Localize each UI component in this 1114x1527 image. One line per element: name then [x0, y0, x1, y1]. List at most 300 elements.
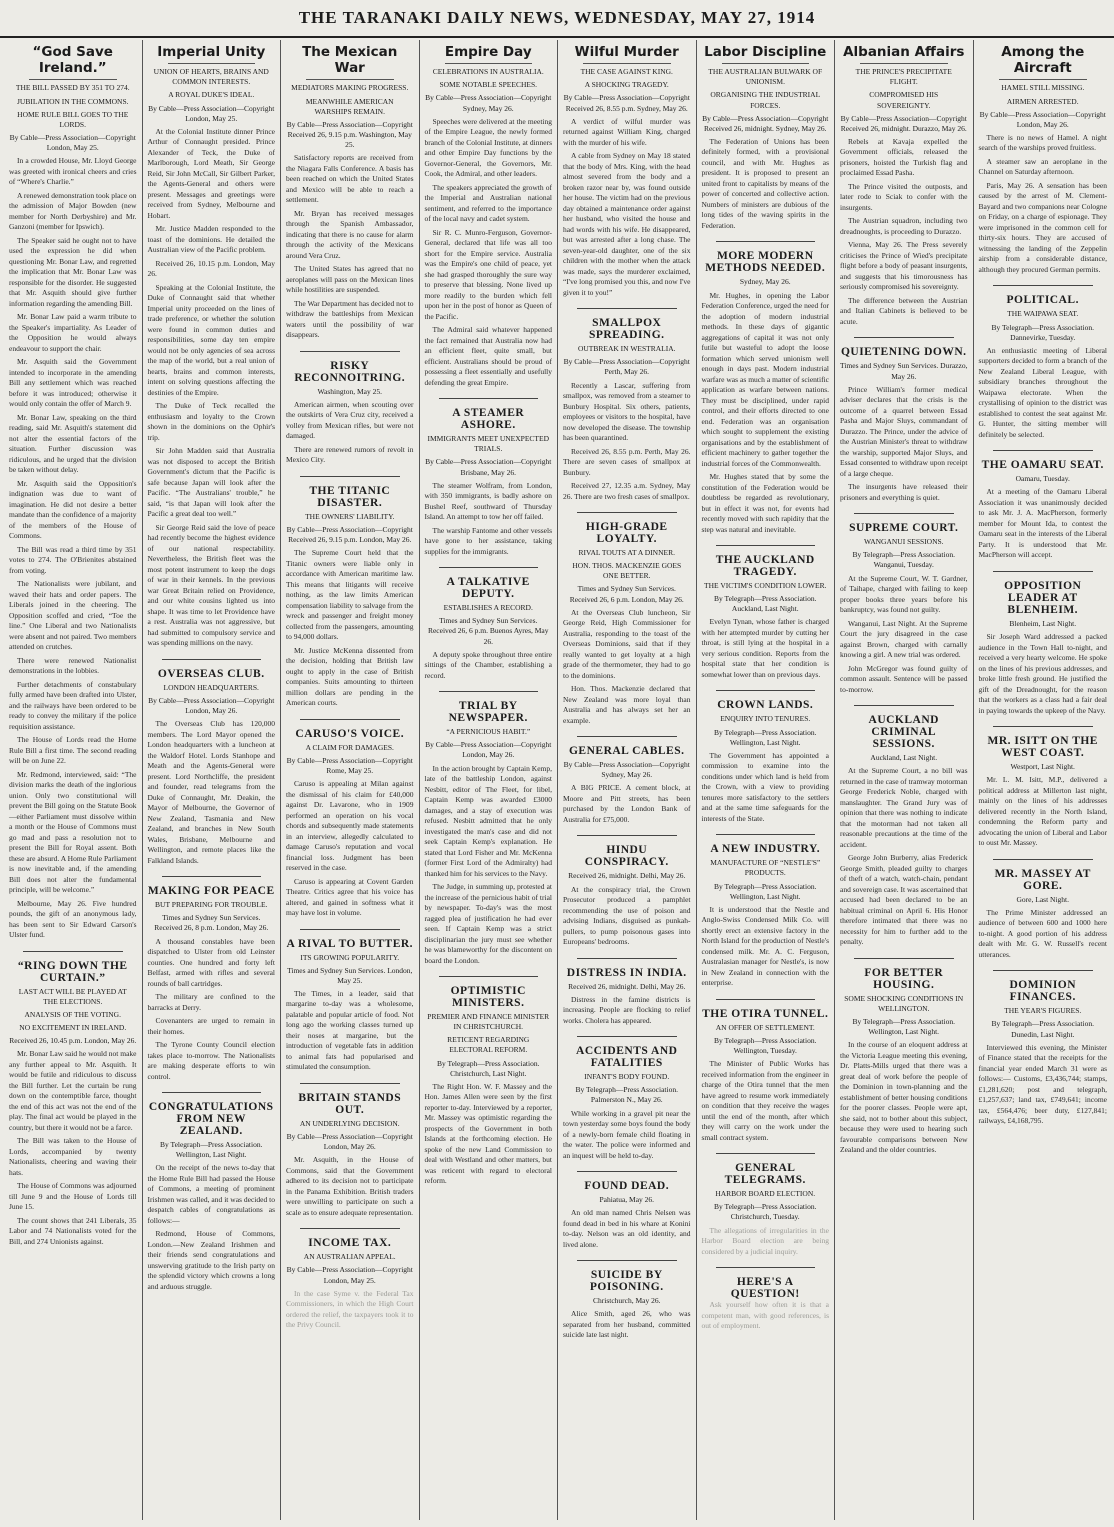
article-paragraph: The House of Commons was adjourned till June 9 and the House of Lords till June 15. — [9, 1181, 137, 1212]
article-paragraph: While working in a gravel pit near the town yesterday some boys found the body of a newly-born female child floating in the water. The police were informed and an inquest will be held to-day. — [563, 1108, 691, 1160]
article-dateline: By Telegraph—Press Association. Auckland, Last Night. — [714, 594, 817, 614]
article-paragraph: The Supreme Court held that the Titanic owners were liable only in accordance with American maritime law. This means that litigants will receive nothing, as the law limits American compensation liability to salvage from the wreck and passenger and freight money collected from the passengers, amounting to 94,000 dollars. — [286, 548, 414, 642]
article-dateline: By Telegraph—Press Association. Wellington, Last Night. — [714, 881, 817, 901]
article-dateline: By Cable—Press Association—Copyright Received 26, 9.15 p.m. London, May 26. — [286, 524, 413, 544]
article-headline: DISTRESS IN INDIA. — [566, 966, 687, 979]
article-dateline: Times and Sydney Sun Services. Received 26, 6 p.m. Buenos Ayres, May 26. — [427, 616, 549, 646]
article-headline: BRITAIN STANDS OUT. — [298, 1091, 402, 1116]
article-paragraph: There were renewed Nationalist demonstrations in the lobbies. — [9, 655, 137, 676]
page-columns — [4, 40, 1112, 1520]
column-3 — [281, 40, 420, 1520]
article-paragraph: The United States has agreed that no aeroplanes will pass on the Mexican lines while hostilities are suspended. — [286, 264, 414, 295]
article — [702, 690, 830, 824]
article-paragraph: Received 26, 10.15 p.m. London, May 26. — [147, 258, 275, 279]
article-paragraph: Mr. Asquith said the Government intended to incorporate in the amending Bill any settlement which was reached before it was introduced; otherwise it would only contain the offer of March 9. — [9, 357, 137, 409]
article-paragraph: The Bill was read a third time by 351 votes to 274. The O'Brienites abstained from voting. — [9, 544, 137, 575]
article-paragraph: Mr. Asquith said the Opposition's indignation was due to want of imagination. He did not desire a better mandate than the confidence of a majority of the members of the House of Commons. — [9, 478, 137, 541]
article-divider — [300, 351, 400, 352]
article-dateline: Times and Sydney Sun Services. Received 26, 6 p.m. London, May 26. — [569, 584, 684, 604]
article — [425, 691, 553, 966]
article-headline: GENERAL CABLES. — [568, 745, 685, 758]
article — [286, 40, 414, 341]
article-deck: A SHOCKING TRAGEDY. — [584, 80, 669, 90]
article-divider — [993, 970, 1094, 971]
article-deck: AN OFFER OF SETTLEMENT. — [715, 1022, 815, 1032]
article — [979, 571, 1108, 716]
article-paragraph: A BIG PRICE. A cement block, at Moore and Pitt streets, has been purchased by the London Bank of Australia for £75,000. — [563, 783, 691, 824]
article — [702, 1267, 830, 1332]
article-dateline: By Telegraph—Press Association. Dannevirke, Tuesday. — [991, 322, 1094, 342]
column-8 — [974, 40, 1113, 1520]
article-dateline: By Cable—Press Association—Copyright Sydney, May 26. — [425, 93, 552, 113]
article — [840, 40, 968, 327]
article — [425, 976, 553, 1187]
article — [563, 40, 691, 298]
article-paragraph: Speaking at the Colonial Institute, the Duke of Connaught said that whether Imperial unity proceeded on the lines of trade preference, or whether the solution were found in common duties and responsibilities, some day ten empire would not be only agencies of sea across the map of the world, but a real union of hearts, brains and common interests, intent on solving questions affecting the destinies of the Empire. — [147, 282, 275, 397]
article-paragraph: There is no news of Hamel. A night search of the warships proved fruitless. — [978, 132, 1107, 153]
article-deck: COMPROMISED HIS SOVEREIGNTY. — [869, 90, 939, 110]
article — [563, 958, 691, 1027]
article-dateline: Westport, Last Night. — [1010, 762, 1075, 771]
headline-rule — [860, 63, 948, 64]
article-dateline: Oamaru, Tuesday. — [1015, 474, 1070, 484]
article-deck: WANGANUI SESSIONS. — [863, 537, 944, 547]
headline-rule — [29, 79, 117, 80]
article-divider — [854, 513, 954, 514]
article-dateline: Sydney, May 26. — [739, 277, 791, 287]
article-headline: Labor Discipline — [704, 44, 827, 60]
article-deck: THE PRINCE'S PRECIPITATE FLIGHT. — [855, 67, 952, 87]
article-dateline: By Cable—Press Association—Copyright London, May 26. — [286, 1132, 413, 1152]
article-divider — [993, 726, 1094, 727]
article-paragraph: Satisfactory reports are received from the Niagara Falls Conference. A basis has been reached on which the United States and Mexico will be able to reach a settlement. — [286, 153, 414, 205]
article-dateline: Received 26, midnight. Delhi, May 26. — [568, 981, 686, 991]
article-dateline: By Cable—Press Association—Copyright Sydney, May 26. — [563, 760, 690, 780]
article-deck: THE OWNERS' LIABILITY. — [305, 511, 395, 521]
article-deck: PREMIER AND FINANCE MINISTER IN CHRISTCHURCH. — [427, 1012, 550, 1032]
article-paragraph: The Judge, in summing up, protested at the increase of the pernicious habit of trial by newspaper. To-day's was the most ragged plea of justification he had ever seen. If Captain Kemp was a strict disciplinarian the jury must see whether he was blameworthy for the discontent on board the London. — [424, 882, 552, 965]
article-divider — [300, 476, 400, 477]
article-divider — [993, 859, 1094, 860]
article-deck: A ROYAL DUKE'S IDEAL. — [168, 90, 255, 100]
article — [563, 1036, 691, 1161]
article-paragraph: The steamer Wolfram, from London, with 350 immigrants, is badly ashore on Bushel Reef, southward of Thursday Island. An attempt to tow her off failed. — [424, 480, 552, 522]
article — [425, 567, 553, 681]
article-paragraph: Sir R. C. Munro-Ferguson, Governor-General, declared that life was all too short for the Empire service. Australia was the Empire's one child of peace, yet she had grasped thoroughly the sure way to preserve that blessing. None lived up more readily to the burden which fell upon her in the post of honor as Queen of the Pacific. — [424, 227, 552, 321]
article-dateline: By Cable—Press Association—Copyright Received 26, midnight. Sydney, May 26. — [702, 113, 829, 133]
article — [702, 1153, 830, 1257]
article-headline: MR. MASSEY AT GORE. — [994, 867, 1091, 892]
article — [9, 40, 137, 941]
article-dateline: By Cable—Press Association—Copyright Received 26, 8.55 p.m. Sydney, May 26. — [563, 93, 690, 113]
article-divider — [854, 705, 954, 706]
article-deck: RIVAL TOUTS AT A DINNER. — [578, 548, 675, 558]
article-paragraph: The Minister of Public Works has received information from the engineer in charge of the Otira tunnel that the men have agreed to resume work immediately on condition that they receive the wages until the end of the month, after which they will carry on the work under the small contract system. — [701, 1059, 829, 1142]
article-paragraph: Sir John Madden said that Australia was not disposed to accept the British Government's dictum that the Pacific is safe because Japan will look after the Pacific. “The Australians' trouble,” he said, “is that Japan will look after the Pacific a great deal too well.” — [147, 446, 275, 519]
article-paragraph: Mr. Bonar Law said he would not make any further appeal to Mr. Asquith. It would be futile and ridiculous to discuss the Bill further. Let the curtain be rung down on the contemptible farce, thought the end of this act was not the end of the play. The final act would be played in the country, but there it would not be a farce. — [9, 1049, 137, 1132]
article-deck: HON. THOS. MACKENZIE GOES ONE BETTER. — [572, 561, 682, 581]
article-deck: ANALYSIS OF THE VOTING. — [24, 1009, 121, 1019]
article — [286, 1228, 414, 1330]
article-dateline: By Telegraph—Press Association. Wanganui, Tuesday. — [852, 550, 955, 570]
article-paragraph: Wanganui, Last Night. At the Supreme Court the jury disagreed in the case against Brown, charged with carnally knowing a girl. A new trial was ordered. — [840, 618, 968, 660]
article-divider — [577, 1260, 677, 1261]
headline-rule — [445, 63, 533, 64]
article-divider — [716, 1267, 816, 1268]
article-deck: “A PERNICIOUS HABIT.” — [446, 727, 531, 737]
article-deck: OUTBREAK IN WESTRALIA. — [577, 344, 676, 354]
article-paragraph: Mr. Hughes stated that by some the constitution of the Federation would be doubtless be regarded as revolutionary, but in effect it was not, for events had recently moved with such rapidity that the step was natural and inevitable. — [701, 472, 829, 534]
article-paragraph: The insurgents have released their prisoners and everything is quiet. — [840, 482, 968, 502]
article-dateline: By Telegraph—Press Association. Dunedin, Last Night. — [991, 1019, 1094, 1039]
article-deck: LONDON HEADQUARTERS. — [163, 682, 259, 692]
article-headline: SMALLPOX SPREADING. — [588, 317, 665, 342]
article-dateline: Pahiatua, May 26. — [599, 1195, 655, 1205]
article-divider — [23, 951, 123, 952]
article-deck: RETICENT REGARDING ELECTORAL REFORM. — [447, 1035, 530, 1055]
article-paragraph: Hon. Thos. Mackenzie declared that New Zealand was more loyal than Australia and has always set her an example. — [563, 684, 691, 725]
headline-rule — [306, 79, 394, 80]
article — [286, 719, 414, 919]
article-paragraph: In the action brought by Captain Kemp, late of the battleship London, against Nesbitt, editor of The Fleet, for libel, Captain Kemp was awarded £3000 damages, and a stay of execution was refused. Nesbitt admitted that he only investigated the man's case and did not seek Captain Kemp's explanation. He stated that Lord Fisher and Mr. McKenna (former First Lord of the Admiralty) had thanked him for his services to the Navy. — [424, 763, 552, 878]
article-divider — [577, 1171, 677, 1172]
article-headline: THE OTIRA TUNNEL. — [702, 1007, 829, 1020]
article-headline: A TALKATIVE DEPUTY. — [446, 576, 530, 601]
article-paragraph: The Right Hon. W. F. Massey and the Hon. James Allen were seen by the first reporter to-day. Interviewed by a reporter, Mr. Massey was optimistic regarding the prospects of the Government in both Islands at the forthcoming election. He spoke of the new Land Commission to deal with Westland and other matters, but was reticent with regard to electoral reform. — [424, 1081, 552, 1186]
article-divider — [716, 545, 816, 546]
article-paragraph: Mr. Bonar Law paid a warm tribute to the Speaker's impartiality. As Leader of the Opposition he would always endeavour to support the chair. — [9, 312, 137, 353]
article-paragraph: Caruso is appealing at Milan against the dismissal of his claim for £40,000 against Dr. Lavarone, who in 1909 performed an operation on his vocal chords and subsequently made statements in an interview, allegedly calculated to damage Caruso's reputation and vocal financial loss. Judgment has been reserved in the case. — [286, 779, 414, 872]
article-headline: Among the Aircraft — [1001, 44, 1085, 77]
article-dateline: Received 26, midnight. Delhi, May 26. — [568, 871, 686, 881]
article-dateline: Gore, Last Night. — [1016, 894, 1069, 904]
article-dateline: By Cable—Press Association—Copyright Rome, May 25. — [286, 755, 413, 775]
article-headline: HINDU CONSPIRACY. — [584, 844, 669, 869]
article — [286, 476, 414, 709]
article-paragraph: The Prince visited the outposts, and later rode to Sciak to confer with the insurgents. — [840, 181, 968, 212]
article-headline: Wilful Murder — [574, 44, 679, 60]
article-paragraph: At the Supreme Court, a no bill was returned in the case of tramway motorman George Frederick Noble, charged with manslaughter. The Grand Jury was of opinion that there was nothing to indicate that the motorman had not taken all reasonable precautions at the time of the accident. — [840, 766, 968, 849]
article-deck: IMMIGRANTS MEET UNEXPECTED TRIALS. — [427, 434, 550, 454]
article-paragraph: Mr. L. M. Isitt, M.P., delivered a political address at Millerton last night, mainly on the lines of his addresses delivered recently in the North Island, condemning the Reform party and advocating the union of Liberal and Labor to oust Mr. Massey. — [978, 775, 1107, 848]
article-paragraph: On the receipt of the news to-day that the Home Rule Bill had passed the House of Commons, a meeting of prominent Irishmen was called, and it was decided to despatch cables of congratulations as follows:— — [147, 1163, 275, 1225]
article-paragraph: The warship Fantome and other vessels have gone to her assistance, taking supplies for the immigrants. — [424, 525, 552, 556]
article-divider — [300, 719, 400, 720]
article-dateline: By Cable—Press Association—Copyright Received 26, 9.15 p.m. Washington, May 25. — [286, 119, 413, 149]
article-deck: ESTABLISHES A RECORD. — [443, 603, 533, 613]
article-deck: MEDIATORS MAKING PROGRESS. — [291, 83, 409, 93]
article-divider — [577, 736, 677, 737]
article-dateline: Auckland, Last Night. — [870, 753, 938, 763]
headline-rule — [999, 79, 1088, 80]
article-divider — [993, 285, 1094, 286]
article-headline: THE TITANIC DISASTER. — [309, 484, 391, 509]
article — [148, 40, 276, 649]
article-paragraph: Mr. Justice Madden responded to the toast of the dominions. He detailed the Australian view of the Pacific problem. — [147, 224, 275, 255]
article-paragraph: Alice Smith, aged 26, who was separated from her husband, committed suicide late last night. — [563, 1309, 691, 1340]
article — [702, 241, 830, 535]
article-deck: AIRMEN ARRESTED. — [1006, 96, 1079, 106]
article-dateline: Times and Sydney Sun Services. Received 26, 8 p.m. London, May 26. — [154, 913, 269, 933]
article-paragraph: Rebels at Kavaja expelled the Government officials, released the prisoners, hoisted the Turkish flag and proclaimed Essad Pasha. — [840, 136, 968, 178]
article-paragraph: The Government has appointed a commission to examine into the conditions under which land is held from the Crown, with a view to providing tenures more satisfactory to the settlers and at the same time safeguards for the interests of the State. — [701, 750, 829, 823]
article — [9, 951, 137, 1248]
article-dateline: Times and Sydney Sun Services. London, May 25. — [287, 965, 413, 985]
article-paragraph: The speakers appreciated the growth of the Imperial and Australian national sentiment, and referred to the importance of the local navy and cadet system. — [424, 182, 552, 224]
article-paragraph: The Austrian squadron, including two dreadnoughts, is proceeding to Durazzo. — [840, 216, 968, 236]
article-paragraph: The War Department has decided not to withdraw the battleships from Mexican waters until the possibility of war disappears. — [286, 298, 414, 340]
article-deck: HOME RULE BILL GOES TO THE LORDS. — [17, 109, 129, 129]
article — [702, 545, 830, 680]
article-paragraph: Mr. Asquith, in the House of Commons, said that the Government adhered to its decision not to participate in the Panama Exhibition. British traders were unwilling to participate on such a scale as to ensure adequate representation. — [286, 1155, 414, 1217]
article-paragraph: The Prime Minister addressed an audience of between 600 and 1000 here to-night. A good portion of his address dealt with Mr. G. W. Russell's recent utterances. — [978, 907, 1107, 959]
article — [702, 834, 830, 989]
article-divider — [439, 398, 539, 399]
article-headline: MR. ISITT ON THE WEST COAST. — [987, 735, 1098, 759]
article-paragraph: The Federation of Unions has been definitely formed, with a provisional council, and with Mr. Hughes as president. It is proposed to present an united front to capitalists by means of the power of concerted and collective action. Numbers of ministers are dubious of the long tides of the waving spirits in the Federation. — [701, 136, 829, 230]
article-paragraph: The Bill was taken to the House of Lords, accompanied by twenty Nationalists, cheering and waving their hats. — [9, 1136, 137, 1177]
article-paragraph: The Times, in a leader, said that margarine to-day was a wholesome, palatable and popular article of food. Not long ago the working classes turned up their noses at margarine, but the introduction of vegetable fats in addition to animal fats had popularised and stimulated the consumption. — [286, 988, 414, 1072]
article-divider — [162, 876, 262, 877]
article-paragraph: George John Burberry, alias Frederick George Smith, pleaded guilty to charges of theft of a watch, watch-chain, pendant and sovereign case. It was ascertained that accused had been declared to be an habitual criminal on April 6. His Honor therefore intimated that there was no necessity for him to further add to the penalty. — [840, 853, 968, 947]
article-paragraph: Recently a Lascar, suffering from smallpox, was removed from a steamer to Bunbury Hospital. Six others, patients, employees or visitors to the hospital, have now developed the disease. The township has been quarantined. — [563, 380, 691, 443]
article — [148, 659, 276, 866]
article-headline: HIGH-GRADE LOYALTY. — [585, 521, 668, 546]
headline-rule — [583, 63, 671, 64]
article-paragraph: Mr. Bonar Law, speaking on the third reading, said Mr. Asquith's statement did not alter the essential factors of the situation. Further discussion was ridiculous, and he urged that the division be taken without delay. — [9, 412, 137, 475]
article-deck: BUT PREPARING FOR TROUBLE. — [155, 900, 268, 910]
article-dateline: Blenheim, Last Night. — [1009, 618, 1077, 628]
article-dateline: By Telegraph—Press Association. Wellington, Tuesday. — [714, 1035, 817, 1056]
article-divider — [577, 958, 677, 959]
article — [286, 351, 414, 466]
article-deck: AN UNDERLYING DECISION. — [299, 1118, 400, 1128]
column-2 — [143, 40, 282, 1520]
article-dateline: By Cable—Press Association—Copyright Brisbane, May 26. — [425, 457, 552, 477]
article — [286, 1083, 414, 1218]
article-paragraph: Received 27, 12.35 a.m. Sydney, May 26. There are two fresh cases of smallpox. — [563, 481, 691, 501]
article-dateline: Washington, May 25. — [317, 386, 382, 396]
article-divider — [854, 337, 954, 338]
article-paragraph: A thousand constables have been dispatched to Ulster from old Leinster counties. One hundred and forty left Belfast, armed with rifles and several rounds of ball cartridges. — [147, 936, 275, 988]
article — [563, 1171, 691, 1250]
article-deck: THE WAIPAWA SEAT. — [1007, 309, 1079, 319]
article-divider — [300, 1083, 400, 1084]
article-divider — [993, 450, 1094, 451]
article-paragraph: Distress in the famine districts is increasing. People are flocking to relief works. Cholera has appeared. — [563, 994, 691, 1025]
column-7 — [835, 40, 974, 1520]
article-paragraph: Sir Joseph Ward addressed a packed audience in the Town Hall to-night, and received a very hearty welcome. He spoke on the lines of his previous addresses, and broke little fresh ground. He justified the gift of the Dreadnought, for the reason that the workers as a class had a fair deal in paying towards the upkeep of the Navy. — [978, 632, 1107, 715]
article-headline: CARUSO'S VOICE. — [295, 727, 405, 740]
article-paragraph: The military are confined to the barracks at Derry. — [147, 992, 275, 1012]
article-dateline: By Cable—Press Association—Copyright London, May 25. — [9, 132, 136, 152]
article-paragraph: Covenanters are urged to remain in their homes. — [147, 1016, 275, 1036]
newspaper-title: THE TARANAKI DAILY NEWS, WEDNESDAY, MAY 27, 1914 — [298, 8, 816, 27]
article-headline: OPTIMISTIC MINISTERS. — [450, 985, 526, 1010]
article-paragraph: Speeches were delivered at the meeting of the Empire League, the newly formed branch of the Colonial Institute, at dinners and other Empire Day functions by the Governor-General, the Governors, Mr. Cook, the Admiral, and other leaders. — [424, 116, 552, 179]
article-headline: MAKING FOR PEACE — [147, 885, 275, 898]
article-paragraph: Sir George Reid said the love of peace had recently become the highest evidence of our national respectability. Nevertheless, the British fleet was the most potent instrument to keep the dogs of war in their kennels. In the previous war Great Britain relied on Providence, and our white cousins lighted us into shape. It was time to let Providence have a rest. Australia was not aggressive, but had submitted to compulsory service and was spending millions on the navy. — [147, 522, 275, 648]
article-dateline: By Telegraph—Press Association. Palmerston N., May 26. — [575, 1085, 678, 1105]
article — [563, 835, 691, 947]
article-paragraph: The difference between the Austrian and Italian Cabinets is believed to be acute. — [840, 295, 968, 326]
article-headline: DOMINION FINANCES. — [1009, 979, 1077, 1004]
article-deck: JUBILATION IN THE COMMONS. — [16, 96, 129, 106]
article-deck: THE VICTIM'S CONDITION LOWER. — [704, 581, 827, 591]
article-divider — [439, 976, 539, 977]
article-paragraph: The Duke of Teck recalled the enthusiasm and loyalty to the Crown shown in the dominions on the Ophir's trip. — [147, 401, 275, 442]
article-dateline: By Cable—Press Association—Copyright London, May 26. — [148, 695, 275, 716]
headline-rule — [722, 63, 810, 64]
article-paragraph: Mr. Justice McKenna dissented from the decision, holding that British law ought to apply in the case of British companies. Suits amounting to thirteen million dollars are pending in the American courts. — [286, 645, 414, 708]
article-deck: UNION OF HEARTS, BRAINS AND COMMON INTERESTS. — [153, 67, 269, 87]
article-paragraph: Paris, May 26. A sensation has been caused by the arrest of M. Clement-Bayard and two companions near Cologne on Friday, on a charge of espionage. They were imprisoned in the common cell for thirty-six hours. They are accused of witnessing the landing of the Zeppelin airship from a considerable distance, although they procured German permits. — [978, 180, 1107, 274]
article-paragraph: The Tyrone County Council election takes place to-morrow. The Nationalists are making desperate efforts to win control. — [147, 1040, 275, 1081]
article — [979, 726, 1108, 849]
article-dateline: Christchurch, May 26. — [593, 1296, 661, 1306]
article-divider — [162, 1092, 262, 1093]
article-divider — [716, 690, 816, 691]
column-1 — [4, 40, 143, 1520]
article-deck: HARBOR BOARD ELECTION. — [715, 1189, 816, 1199]
article — [563, 308, 691, 502]
article-headline: ACCIDENTS AND FATALITIES — [576, 1045, 678, 1070]
article — [563, 736, 691, 825]
article-dateline: By Telegraph—Press Association. Wellington, Last Night. — [714, 727, 817, 747]
article-dateline: By Cable—Press Association—Copyright London, May 25. — [148, 103, 275, 123]
article-divider — [439, 691, 539, 692]
article-divider — [854, 958, 954, 959]
article-paragraph: American airmen, when scouting over the outskirts of Vera Cruz city, received a volley from Mexican rifles, but were not damaged. — [286, 399, 414, 441]
article-paragraph: It is understood that the Nestle and Anglo-Swiss Condensed Milk Co. will shortly erect an extensive factory in the North Island for the production of Nestle's condensed milk. Mr. A. C. Ferguson, Australasian manager for Nestle's, is now in New Zealand in connection with the enterprise. — [701, 904, 829, 988]
article-deck: MANUFACTURE OF “NESTLE'S” PRODUCTS. — [710, 858, 821, 878]
column-5 — [558, 40, 697, 1520]
article — [979, 970, 1108, 1126]
article-deck: AN AUSTRALIAN APPEAL. — [303, 1252, 396, 1262]
article-headline: SUPREME COURT. — [849, 522, 959, 535]
article-paragraph: Prince William's former medical adviser declares that the crisis is the outcome of a quarrel between Essad Pasha and Major Sluys, commandant of Durazzo. The Prince, under the advice of the Austrian Minister's threat to withdraw the warship, supported Major Sluys, and Essad consented to withdraw upon receipt of a large cheque. — [840, 384, 968, 478]
article-deck: INFANT'S BODY FOUND. — [584, 1072, 670, 1082]
article-deck: THE BILL PASSED BY 351 TO 274. — [15, 83, 130, 93]
article-paragraph: In a crowded House, Mr. Lloyd George was greeted with ironical cheers and cries of “Where's Charlie.” — [9, 156, 137, 187]
article — [563, 512, 691, 726]
article-paragraph: Evelyn Tynan, whose father is charged with her attempted murder by cutting her throat, is still lying at the hospital in a very serious condition. Reports from the hospital state that her condition is somewhat lower than on previous days. — [701, 617, 829, 679]
article-headline: Empire Day — [444, 44, 532, 60]
article — [840, 513, 968, 695]
article-deck: CELEBRATIONS IN AUSTRALIA. — [432, 67, 544, 77]
article-divider — [716, 1153, 816, 1154]
article-paragraph: A deputy spoke throughout three entire sittings of the Chamber, establishing a record. — [424, 649, 552, 680]
article-divider — [577, 1036, 677, 1037]
article-paragraph: A cable from Sydney on May 18 stated that the body of Mrs. King, with the head almost severed from the body and a broken razor near by, was found outside her house. The victim had on the previous day obtained a maintenance order against her husband, who visited the house and had words with his wife. He disappeared, but was arrested after a long chase. The seven-year-old daughter, one of the six children with the mother when the attack was made, says the murderer exclaimed, “I've long promised you this, and now I've given it to you!” — [563, 151, 691, 297]
article-deck: LAST ACT WILL BE PLAYED AT THE ELECTIONS. — [18, 986, 127, 1006]
article-paragraph: John McGregor was found guilty of common assault. Sentence will be passed to-morrow. — [840, 663, 968, 694]
article-dateline: By Telegraph—Press Association. Christchurch, Last Night. — [437, 1058, 540, 1078]
article-headline: THE OAMARU SEAT. — [981, 459, 1104, 472]
article-paragraph: Vienna, May 26. The Press severely criticises the Prince of Wied's precipitate flight before a body of peasant insurgents, and suggests that his timorousness has seriously compromised his sovereignty. — [840, 240, 968, 292]
article-headline: CONGRATULATIONS FROM NEW ZEALAND. — [148, 1101, 274, 1138]
article-dateline: Times and Sydney Sun Services. Durazzo, May 26. — [840, 361, 968, 381]
article-headline: MORE MODERN METHODS NEEDED. — [705, 250, 826, 275]
article-headline: GENERAL TELEGRAMS. — [724, 1162, 806, 1187]
article-paragraph: At the conspiracy trial, the Crown Prosecutor produced a pamphlet recommending the use of poison and advising Indians, disguised as punkah-pullers, to pump poisonous gases into Europeans' bedrooms. — [563, 884, 691, 947]
article-headline: “God Save Ireland.” — [32, 44, 113, 77]
article-dateline: By Cable—Press Association—Copyright London, May 26. — [425, 740, 552, 760]
article-paragraph: In the course of an eloquent address at the Victoria League meeting this evening, Dr. Platts-Mills urged that there was a great deal of work before the people of the Dominion in town-planning and the establishment of better housing conditions for the poorer classes. People were apt, she said, not to bother about this subject, because they were used to hearing such favourable comparisons between New Zealand and the older countries. — [840, 1040, 968, 1155]
article-paragraph: Melbourne, May 26. Five hundred pounds, the gift of an anonymous lady, has been sent to Sir Edward Carson's Ulster fund. — [9, 898, 137, 940]
headline-rule — [168, 63, 256, 64]
article-dateline: By Telegraph—Press Association. Christchurch, Tuesday. — [714, 1202, 817, 1222]
article-headline: AUCKLAND CRIMINAL SESSIONS. — [868, 714, 939, 751]
article-paragraph: A steamer saw an aeroplane in the Channel on Saturday afternoon. — [978, 156, 1107, 177]
column-6 — [697, 40, 836, 1520]
article-paragraph: At the Supreme Court, W. T. Gardner, of Taihape, charged with failing to keep proper books three years before his bankruptcy, was found not guilty. — [840, 573, 968, 615]
article-dateline: By Cable—Press Association—Copyright London, May 26. — [979, 109, 1106, 129]
article-deck: MEANWHILE AMERICAN WARSHIPS REMAIN. — [305, 96, 394, 116]
article-paragraph: The Speaker said he ought not to have used the expression he did when questioning Mr. Bonar Law, and regretted the implication that Mr. Bonar Law was responsible for the disorder. He suggested that Mr. Asquith should give further information regarding the amending Bill. — [9, 235, 137, 308]
article-paragraph: Redmond, House of Commons, London.—New Zealand Irishmen and their friends send congratulations and unswerving gratitude to the Irish party on the splendid victory which crowns a long and arduous struggle. — [147, 1229, 275, 1291]
article-headline: FOUND DEAD. — [584, 1180, 670, 1193]
article — [425, 398, 553, 557]
article-paragraph: Mr. Hughes, in opening the Labor Federation Conference, urged the need for the adoption of modern industrial methods. In these days of gigantic aggregations of capital it was not only futile but wasteful to adopt the loose formation which served unionism well enough in days past. Modern industrial warfare was as much a matter of scientific application as warfare between nations. They must be disciplined, under rapid control, and their efforts directed to one end. Federation was an organisation which sought to supplement the existing organisations and by the establishment of efficient machinery to gather together the industrial forces of the Commonwealth. — [701, 290, 829, 468]
article-divider — [439, 567, 539, 568]
article-divider — [716, 834, 816, 835]
article-paragraph: The allegations of irregularities in the Harbor Board election are being considered by a judicial inquiry. — [701, 1225, 829, 1256]
article-headline: A NEW INDUSTRY. — [710, 843, 821, 856]
article-dateline: By Telegraph—Press Association. Wellington, Last Night. — [160, 1140, 263, 1160]
article-headline: CROWN LANDS. — [717, 699, 814, 712]
article-dateline: By Cable—Press Association—Copyright London, May 25. — [286, 1265, 413, 1285]
column-4 — [420, 40, 559, 1520]
article — [286, 929, 414, 1073]
article-deck: NO EXCITEMENT IN IRELAND. — [19, 1023, 127, 1032]
article-paragraph: A verdict of wilful murder was returned against William King, charged with the murder of his wife. — [563, 116, 691, 147]
article-dateline: Received 26, 10.45 p.m. London, May 26. — [9, 1036, 137, 1046]
article-paragraph: At a meeting of the Oamaru Liberal Association it was unanimously decided to ask Mr. J. A. MacPherson, formerly member for Mount Ida, to contest the Oamaru seat in the interests of the Liberal Party. It is understood that Mr. MacPherson will accept. — [978, 487, 1107, 560]
article-headline: A STEAMER ASHORE. — [452, 407, 525, 432]
article-headline: QUIETENING DOWN. — [840, 346, 967, 359]
article — [425, 40, 553, 388]
article-headline: Imperial Unity — [157, 44, 266, 60]
article-paragraph: At the Overseas Club luncheon, Sir George Reid, High Commissioner for Australia, responding to the toast of the Overseas Dominions, said that if they really wanted to get loyalty at a high grade of the thermometer, they had to go to the dominions. — [563, 607, 691, 680]
article-paragraph: Mr. Redmond, interviewed, said: “The division marks the death of the inglorious union. Only two constitutional will prevent the Bill going on the Statute Book—either Parliament must dissolve within a month or the House of Commons must go mad and pass a resolution not to present the Bill for Royal assent. Both these are absurd. A Home Rule Parliament is now inevitable and, if the amending Bill does not alter the fundamental principle, will be welcome.” — [9, 769, 137, 895]
article-deck: HAMEL STILL MISSING. — [1001, 83, 1085, 93]
article — [979, 450, 1108, 561]
article-headline: OVERSEAS CLUB. — [157, 667, 265, 680]
article-deck: SOME SHOCKING CONDITIONS IN WELLINGTON. — [844, 993, 964, 1013]
article-paragraph: In the case Syme v. the Federal Tax Commissioners, in which the High Court ordered the relief, the taxpayers took it to the Privy Council. — [286, 1288, 414, 1330]
article — [840, 337, 968, 503]
article-dateline: By Cable—Press Association—Copyright Received 26, midnight. Durazzo, May 26. — [840, 113, 967, 133]
article-divider — [577, 835, 677, 836]
article-headline: RISKY RECONNOITRING. — [294, 359, 406, 384]
article-headline: “RING DOWN THE CURTAIN.” — [17, 959, 128, 984]
article-paragraph: Further detachments of constabulary fully armed have been drafted into Ulster, and the railways have been ordered to be ready to convey the military if the police requisition assistance. — [9, 679, 137, 731]
article-deck: SOME NOTABLE SPEECHES. — [439, 80, 538, 90]
article-headline: HERE'S A QUESTION! — [730, 1276, 800, 1301]
article — [702, 999, 830, 1143]
article-headline: SUICIDE BY POISONING. — [589, 1269, 664, 1294]
article-paragraph: The Admiral said whatever happened the fact remained that Australia now had an efficient fleet, quite small, but efficient. Australians should be proud of possessing a fleet essentially and usefully defending the great Empire. — [424, 325, 552, 387]
article-divider — [716, 999, 816, 1000]
article — [702, 40, 830, 231]
article-paragraph: An old man named Chris Nelsen was found dead in bed in his whare at Konini to-day. Nelson was an old identity, and lived alone. — [563, 1208, 691, 1249]
article-headline: INCOME TAX. — [308, 1237, 392, 1250]
article-paragraph: Ask yourself how often it is that a competent man, with good references, is out of employment. — [701, 1300, 829, 1331]
article-deck: ITS GROWING POPULARITY. — [300, 952, 400, 962]
article — [148, 1092, 276, 1292]
article — [563, 1260, 691, 1341]
